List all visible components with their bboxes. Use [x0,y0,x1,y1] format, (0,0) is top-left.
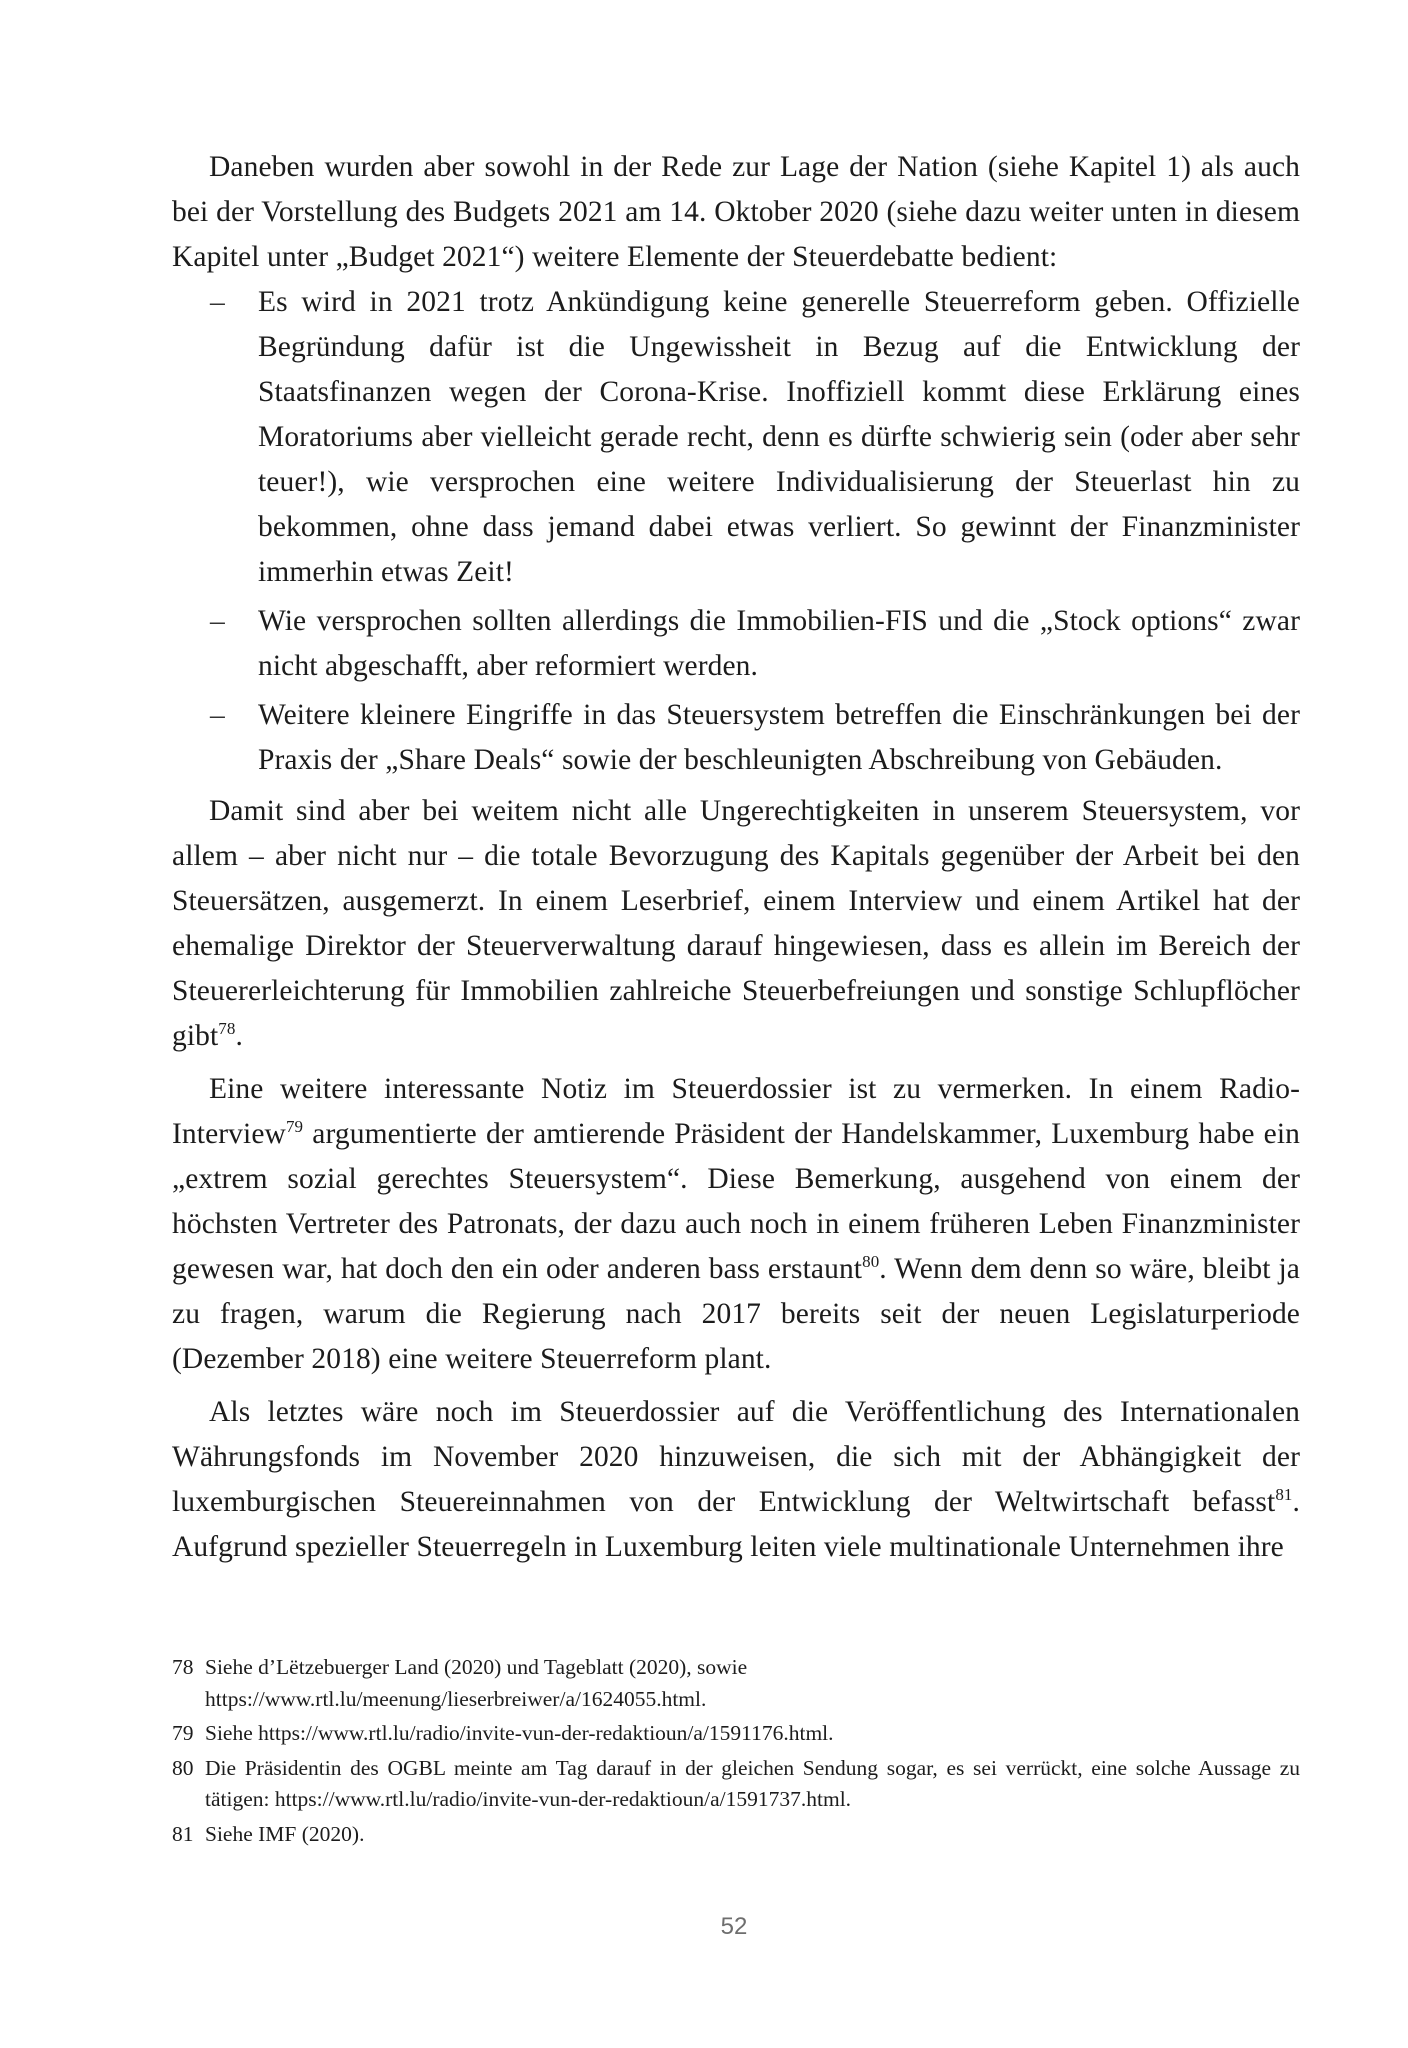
list-item [172,599,1300,689]
footnote-text: Siehe d’Lëtzebuerger Land (2020) und Tageblatt (2020), sowie [205,1655,748,1679]
list-item [172,280,1300,595]
footnote-78 [172,1652,1300,1715]
footnote-79 [172,1718,1300,1750]
paragraph-text: . Aufgrund spezieller Steuerregeln in Luxemburg leiten viele multinationale Unternehmen ihre [172,1486,1300,1563]
footnote-text[interactable]: Die Präsidentin des OGBL meinte am Tag darauf in der gleichen Sendung sogar, es sei verrückt, eine solche Aussage zu tätigen: https://www.rtl.lu/radio/invite-vun-der-redaktioun/a/1591737.html. [205,1755,1300,1811]
footnote-number: 79 [172,1721,194,1745]
footnote-number: 80 [172,1755,194,1780]
footnote-link[interactable]: https://www.rtl.lu/meenung/lieserbreiwer/a/1624055.html. [205,1686,707,1711]
footnote-text[interactable]: Siehe https://www.rtl.lu/radio/invite-vun-der-redaktioun/a/1591176.html. [205,1721,834,1745]
footnote-ref-80[interactable]: 80 [862,1252,880,1271]
list-item-text: Wie versprochen sollten allerdings die Immobilien-FIS und die „Stock options“ zwar nicht abgeschafft, aber reformiert werden. [258,605,1300,682]
paragraph-text: . [235,1020,243,1052]
dash-bullet-icon: – [210,605,225,637]
main-text [172,145,1300,1570]
list-item-text: Es wird in 2021 trotz Ankündigung keine generelle Steuerreform geben. Offizielle Begründung dafür ist die Ungewissheit in Bezug auf die Entwicklung der Staatsfinanzen wegen der Corona-Krise. Inoffiziell kommt diese Erklärung eines Moratoriums aber vielleicht gerade recht, denn es dürfte schwierig sein (oder aber sehr teuer!), wie versprochen eine weitere Individualisierung der Steuerlast hin zu bekommen, ohne dass jemand dabei etwas verliert. So gewinnt der Finanzminister immerhin etwas Zeit! [258,286,1300,588]
paragraph-text: Damit sind aber bei weitem nicht alle Ungerechtigkeiten in unserem Steuersystem, vor allem – aber nicht nur – die totale Bevorzugung des Kapitals gegenüber der Arbeit bei den Steuersätzen, ausgemerzt. In einem Leserbrief, einem Interview und einem Artikel hat der ehemalige Direktor der Steuerverwaltung darauf hingewiesen, dass es allein im Bereich der Steuererleichterung für Immobilien zahlreiche Steuerbefreiungen und sonstige Schlupflöcher gibt [172,795,1300,1052]
paragraph-handelskammer [172,1067,1300,1382]
footnote-80 [172,1753,1300,1816]
footnote-ref-78[interactable]: 78 [218,1019,236,1038]
paragraph-text: Als letztes wäre noch im Steuerdossier auf die Veröffentlichung des Internationalen Währungsfonds im November 2020 hinzuweisen, die sich mit der Abhängigkeit der luxemburgischen Steuereinnahmen von der Entwicklung der Weltwirtschaft befasst [172,1396,1300,1518]
footnote-text: Siehe IMF (2020). [205,1821,365,1846]
footnote-ref-79[interactable]: 79 [285,1117,304,1136]
dash-bullet-icon: – [210,286,225,318]
footnotes [172,1652,1300,1850]
intro-paragraph: Daneben wurden aber sowohl in der Rede zur Lage der Nation (siehe Kapitel 1) als auch bei der Vorstellung des Budgets 2021 am 14. Oktober 2020 (siehe dazu weiter unten in diesem Kapitel unter „Budget 2021“) weitere Elemente der Steuerdebatte bedient: [172,151,1300,273]
page-number: 52 [720,1913,748,1940]
list-item-text: Weitere kleinere Eingriffe in das Steuersystem betreffen die Einschränkungen bei der Praxis der „Share Deals“ sowie der beschleunigten Abschreibung von Gebäuden. [258,699,1300,776]
paragraph-imf [172,1390,1300,1570]
list-item [172,693,1300,783]
paragraph-text: argumentierte der amtierende Präsident der Handelskammer, Luxemburg habe ein „extrem sozial gerechtes Steuersystem“. Diese Bemerkung, ausgehend von einem der höchsten Vertreter des Patronats, der dazu auch noch in einem früheren Leben Finanzminister gewesen war, hat doch den ein oder anderen bass erstaunt [172,1118,1300,1285]
paragraph-loopholes [172,789,1300,1059]
footnote-number: 78 [172,1655,194,1679]
footnote-ref-81[interactable]: 81 [1275,1485,1293,1504]
footnote-number: 81 [172,1821,194,1846]
paragraph-text: . Wenn dem denn so wäre, bleibt ja zu fragen, warum die Regierung nach 2017 bereits seit der neuen Legislaturperiode (Dezember 2018) eine weitere Steuerreform plant. [172,1253,1300,1375]
footnote-81 [172,1819,1300,1851]
paragraph-text: Eine weitere interessante Notiz im Steuerdossier ist zu vermerken. In einem Radio-Interview [172,1073,1300,1150]
dash-bullet-icon: – [210,699,225,731]
bullet-list [172,280,1300,783]
